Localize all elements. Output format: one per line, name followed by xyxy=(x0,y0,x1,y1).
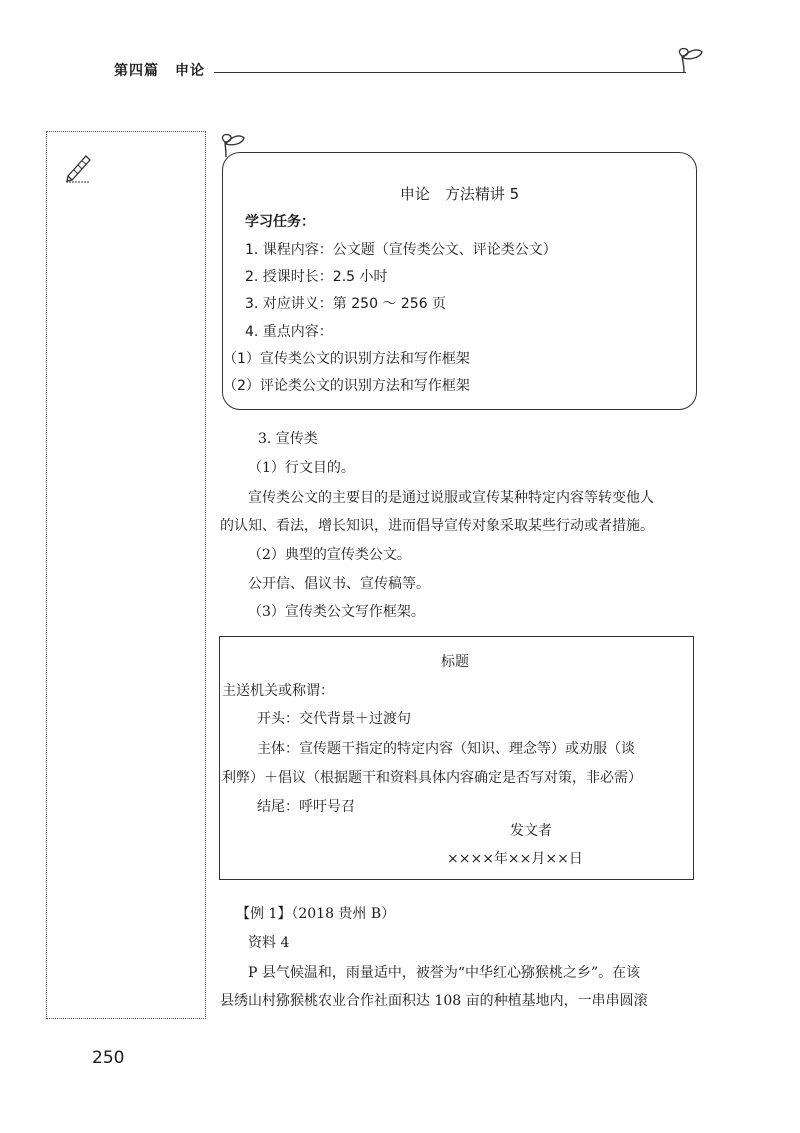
framework-body: 主体：宣传题干指定的特定内容（知识、理念等）或劝服（谈 xyxy=(257,741,635,757)
paragraph-line: 公开信、倡议书、宣传稿等。 xyxy=(248,576,430,592)
section-heading: 3. 宣传类 xyxy=(258,431,318,447)
page-number: 250 xyxy=(92,1048,125,1068)
task-heading: 学习任务： xyxy=(245,214,315,230)
header-rule xyxy=(214,72,686,73)
framework-heading: （3）宣传类公文写作框架。 xyxy=(248,604,425,620)
task-line: （1）宣传类公文的识别方法和写作框架 xyxy=(223,351,470,367)
example-material: 资料 4 xyxy=(248,935,290,951)
purpose-heading: （1）行文目的。 xyxy=(248,460,355,476)
task-line: 3. 对应讲义：第 250 ～ 256 页 xyxy=(245,296,447,312)
framework-body: 利弊）＋倡议（根据题干和资料具体内容确定是否写对策，非必需） xyxy=(222,770,642,786)
task-box-title: 申论 方法精讲 5 xyxy=(399,185,520,203)
example-label: 【例 1】（2018 贵州 B） xyxy=(236,906,396,922)
running-header-title xyxy=(114,60,205,80)
paragraph-line: 的认知、看法，增长知识，进而倡导宣传对象采取某些行动或者措施。 xyxy=(220,518,654,534)
framework-ending: 结尾：呼吁号召 xyxy=(257,799,355,815)
task-line: （2）评论类公文的识别方法和写作框架 xyxy=(223,378,470,394)
header-part: 第四篇 xyxy=(114,63,159,79)
writing-framework-box xyxy=(219,636,694,880)
study-task-box xyxy=(222,152,697,410)
framework-title: 标题 xyxy=(441,654,469,670)
pen-icon xyxy=(64,150,94,184)
framework-date: ××××年××月××日 xyxy=(447,851,583,867)
notes-column xyxy=(46,131,206,1019)
framework-addressee: 主送机关或称谓： xyxy=(222,683,334,699)
task-line: 1. 课程内容：公文题（宣传类公文、评论类公文） xyxy=(245,242,557,258)
paragraph-line: P 县气候温和，雨量适中，被誉为“中华红心猕猴桃之乡”。在该 xyxy=(248,965,641,981)
paragraph-line: 县绣山村猕猴桃农业合作社面积达 108 亩的种植基地内，一串串圆滚 xyxy=(220,993,648,1009)
types-heading: （2）典型的宣传类公文。 xyxy=(248,547,411,563)
framework-issuer: 发文者 xyxy=(510,823,552,839)
header-subject: 申论 xyxy=(175,63,205,79)
task-line: 4. 重点内容： xyxy=(245,324,333,340)
paragraph-line: 宣传类公文的主要目的是通过说服或宣传某种特定内容等转变他人 xyxy=(248,490,654,506)
sprout-icon xyxy=(678,46,708,74)
task-line: 2. 授课时长：2.5 小时 xyxy=(245,269,388,285)
framework-opening: 开头：交代背景＋过渡句 xyxy=(257,711,411,727)
